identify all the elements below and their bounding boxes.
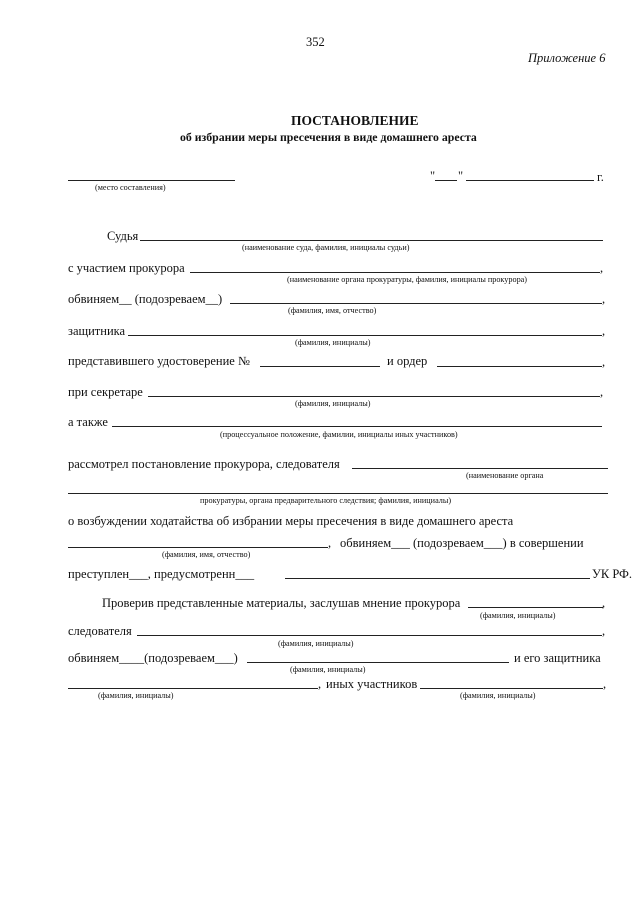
- also-field[interactable]: [112, 426, 602, 427]
- defender2-caption: (фамилия, инициалы): [98, 691, 174, 700]
- warrant-label: и ордер: [387, 354, 428, 368]
- crime-label: преступлен___, предусмотренн___: [68, 567, 255, 581]
- warrant-field[interactable]: [437, 366, 602, 367]
- date-quote-open: ": [430, 169, 436, 183]
- defender2-comma: ,: [318, 677, 322, 691]
- accused-field[interactable]: [230, 303, 602, 304]
- investigator-label: следователя: [68, 624, 132, 638]
- warrant-comma: ,: [602, 355, 606, 369]
- defender-caption: (фамилия, инициалы): [295, 338, 371, 347]
- participants-field[interactable]: [420, 688, 603, 689]
- also-caption: (процессуальное положение, фамилии, инициалы иных участников): [220, 430, 458, 439]
- organ-field-2[interactable]: [68, 493, 608, 494]
- defender-comma: ,: [602, 324, 606, 338]
- date-day-field[interactable]: [435, 180, 457, 181]
- fio-comma: ,: [328, 536, 332, 550]
- prosecutor-opinion-caption: (фамилия, инициалы): [480, 611, 556, 620]
- uk-rf-label: УК РФ.: [592, 567, 633, 581]
- prosecutor-opinion-field[interactable]: [468, 607, 603, 608]
- date-month-field[interactable]: [466, 180, 594, 181]
- fio-caption: (фамилия, имя, отчество): [162, 550, 251, 559]
- participants-comma: ,: [603, 677, 607, 691]
- document-title: ПОСТАНОВЛЕНИЕ: [291, 113, 419, 128]
- defender2-field[interactable]: [68, 688, 318, 689]
- having-checked-text: Проверив представленные материалы, заслушав мнение прокурора: [102, 596, 461, 610]
- accused3-field[interactable]: [247, 662, 509, 663]
- investigator-comma: ,: [602, 624, 606, 638]
- accused-caption: (фамилия, имя, отчество): [288, 306, 377, 315]
- secretary-caption: (фамилия, инициалы): [295, 399, 371, 408]
- accused-label: обвиняем__ (подозреваем__): [68, 292, 223, 306]
- certificate-field[interactable]: [260, 366, 380, 367]
- organ-caption-2: прокуратуры, органа предварительного следствия; фамилия, инициалы): [200, 496, 452, 505]
- date-year-suffix: г.: [597, 170, 604, 184]
- also-label: а также: [68, 415, 108, 429]
- accused3-label: обвиняем____(подозреваем___): [68, 651, 238, 665]
- secretary-label: при секретаре: [68, 385, 143, 399]
- prosecutor-label: с участием прокурора: [68, 261, 185, 275]
- prosecutor-comma: ,: [600, 261, 604, 275]
- judge-label: Судья: [107, 229, 139, 243]
- considered-label: рассмотрел постановление прокурора, следователя: [68, 457, 340, 471]
- defender-field[interactable]: [128, 335, 602, 336]
- accused-in-text: обвиняем___ (подозреваем___) в совершении: [340, 536, 584, 550]
- crime-article-field[interactable]: [285, 578, 590, 579]
- defender-label: защитника: [68, 324, 126, 338]
- accused3-caption: (фамилия, инициалы): [290, 665, 366, 674]
- investigator-field[interactable]: [137, 635, 602, 636]
- accused-comma: ,: [602, 292, 606, 306]
- secretary-field[interactable]: [148, 396, 600, 397]
- organ-field-1[interactable]: [352, 468, 608, 469]
- secretary-comma: ,: [600, 385, 604, 399]
- initiation-text: о возбуждении ходатайства об избрании меры пресечения в виде домашнего ареста: [68, 514, 514, 528]
- place-field[interactable]: [68, 180, 235, 181]
- organ-caption-1: (наименование органа: [466, 471, 544, 480]
- participants-caption: (фамилия, инициалы): [460, 691, 536, 700]
- other-participants-label: иных участников: [326, 677, 418, 691]
- date-quote-close: ": [458, 169, 464, 183]
- certificate-label: представившего удостоверение №: [68, 354, 250, 368]
- prosecutor-opinion-comma: ,: [602, 596, 606, 610]
- place-caption: (место составления): [95, 183, 166, 192]
- judge-caption: (наименование суда, фамилия, инициалы судьи): [242, 243, 410, 252]
- judge-field[interactable]: [140, 240, 603, 241]
- fio-field[interactable]: [68, 547, 328, 548]
- prosecutor-caption: (наименование органа прокуратуры, фамилия, инициалы прокурора): [287, 275, 528, 284]
- and-defender-label: и его защитника: [514, 651, 601, 665]
- document-subtitle: об избрании меры пресечения в виде домашнего ареста: [180, 130, 477, 144]
- appendix-label: Приложение 6: [528, 51, 606, 65]
- prosecutor-field[interactable]: [190, 272, 600, 273]
- page-number: 352: [306, 35, 325, 49]
- investigator-caption: (фамилия, инициалы): [278, 639, 354, 648]
